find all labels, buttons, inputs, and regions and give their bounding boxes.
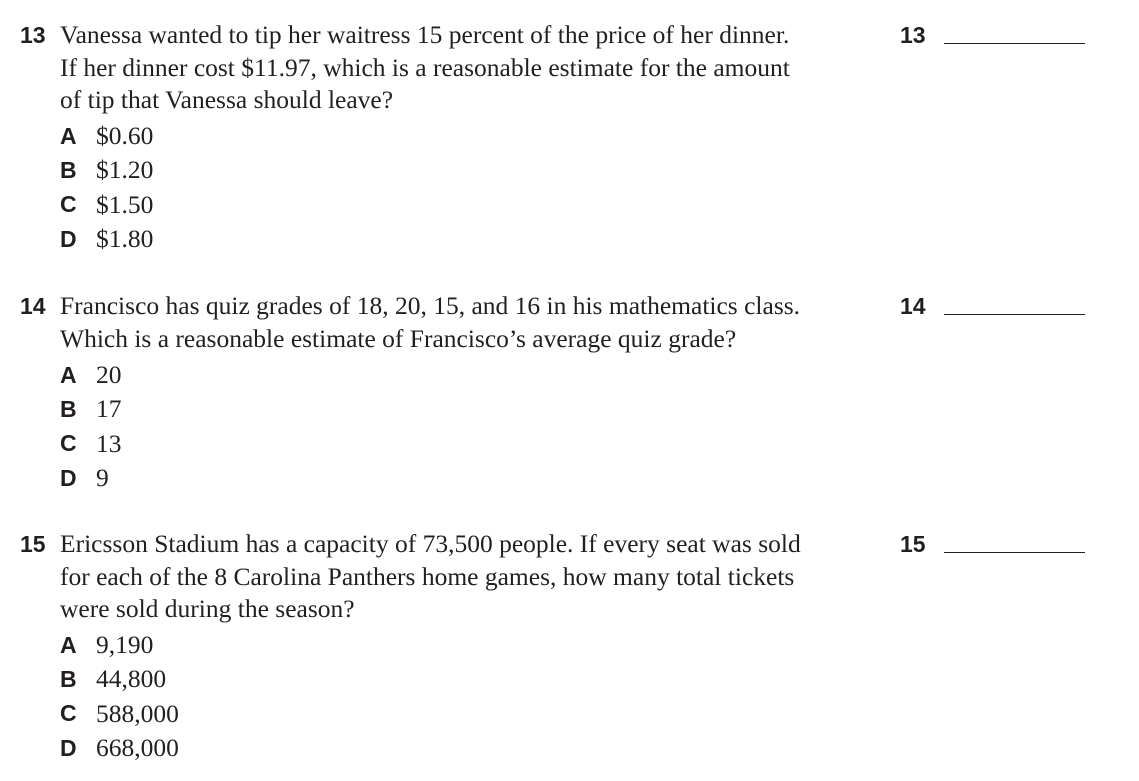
answer-label: 14 [900, 293, 926, 319]
question-number: 14 [20, 293, 46, 319]
question-number: 15 [20, 531, 46, 557]
choice-b[interactable] [60, 153, 460, 187]
question-text-line: of tip that Vanessa should leave? [60, 85, 394, 114]
question-text [60, 19, 875, 117]
choice-letter: A [60, 361, 77, 388]
choice-text: $1.80 [96, 224, 154, 254]
choice-d[interactable] [60, 731, 460, 765]
question-text-line: Ericsson Stadium has a capacity of 73,500 people. If every seat was sold [60, 529, 801, 558]
question-text-line: Francisco has quiz grades of 18, 20, 15, and 16 in his mathematics class. [60, 291, 801, 320]
choice-letter: B [60, 665, 77, 692]
question-text-line: for each of the 8 Carolina Panthers home games, how many total tickets [60, 561, 795, 591]
choice-c[interactable] [60, 188, 460, 222]
choice-text: 13 [96, 428, 122, 458]
choice-letter: B [60, 156, 77, 183]
choice-text: 9 [96, 463, 109, 493]
choice-d[interactable] [60, 222, 460, 256]
choice-a[interactable] [60, 358, 460, 392]
question-number: 13 [20, 22, 46, 48]
answer-blank[interactable] [944, 314, 1085, 315]
question-text-line: If her dinner cost $11.97, which is a reasonable estimate for the amount [60, 52, 790, 82]
choice-text: 9,190 [96, 630, 154, 660]
answer-choices [60, 119, 460, 256]
choice-letter: D [60, 225, 77, 252]
choice-text: $1.20 [96, 155, 154, 185]
answer-choices [60, 358, 460, 495]
question-text [60, 290, 875, 355]
choice-letter: C [60, 700, 77, 727]
choice-letter: D [60, 464, 77, 491]
answer-label: 13 [900, 22, 926, 48]
choice-c[interactable] [60, 427, 460, 461]
question-text-line: were sold during the season? [60, 594, 355, 623]
choice-b[interactable] [60, 392, 460, 426]
choice-text: 588,000 [96, 698, 179, 728]
choice-letter: B [60, 395, 77, 422]
choice-letter: A [60, 122, 77, 149]
choice-text: 668,000 [96, 733, 179, 763]
choice-letter: D [60, 734, 77, 761]
question-text [60, 528, 875, 626]
answer-blank[interactable] [944, 43, 1085, 44]
choice-letter: C [60, 191, 77, 218]
answer-label: 15 [900, 531, 926, 557]
question-text-line: Which is a reasonable estimate of Francisco’s average quiz grade? [60, 323, 737, 353]
choice-c[interactable] [60, 697, 460, 731]
choice-text: $1.50 [96, 189, 154, 219]
choice-a[interactable] [60, 628, 460, 662]
choice-a[interactable] [60, 119, 460, 153]
choice-letter: A [60, 631, 77, 658]
choice-text: 44,800 [96, 664, 167, 694]
choice-letter: C [60, 430, 77, 457]
choice-d[interactable] [60, 461, 460, 495]
question-text-line: Vanessa wanted to tip her waitress 15 percent of the price of her dinner. [60, 20, 790, 49]
choice-text: 17 [96, 394, 122, 424]
answer-blank[interactable] [944, 552, 1085, 553]
choice-text: $0.60 [96, 121, 154, 151]
choice-b[interactable] [60, 662, 460, 696]
answer-choices [60, 628, 460, 765]
choice-text: 20 [96, 360, 122, 390]
